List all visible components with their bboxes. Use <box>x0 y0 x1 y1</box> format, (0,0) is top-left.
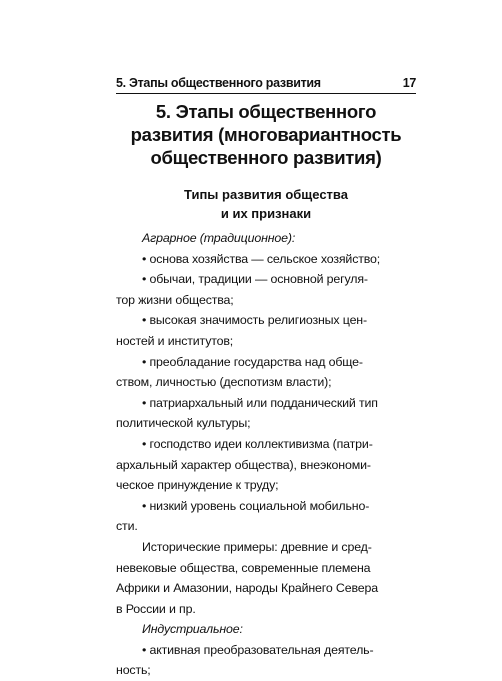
paragraph-line: Африки и Амазонии, народы Крайнего Севера <box>116 581 378 596</box>
running-header <box>116 76 416 90</box>
section-title-line: и их признаки <box>220 206 312 221</box>
list-item-line: • высокая значимость религиозных цен- <box>142 313 367 328</box>
running-title: 5. Этапы общественного развития <box>116 76 321 90</box>
section-title <box>116 185 416 223</box>
list-item-line: • господство идеи коллективизма (патри- <box>142 436 373 451</box>
page-number: 17 <box>402 76 416 90</box>
chapter-title-line: общественного развития) <box>150 147 382 168</box>
list-item-line: тор жизни общества; <box>116 292 234 307</box>
list-item-line: ность; <box>116 663 151 678</box>
list-item-line: • обычаи, традиции — основной регуля- <box>142 272 368 287</box>
list-item-line: политической культуры; <box>116 416 251 431</box>
list-item-line: • низкий уровень социальной мобильно- <box>142 498 370 513</box>
header-divider <box>116 93 416 94</box>
list-item: • основа хозяйства — сельское хозяйство; <box>142 251 381 266</box>
list-item-line: ностей и институтов; <box>116 333 234 348</box>
paragraph-line: в России и пр. <box>116 601 196 616</box>
list-item-line: ством, личностью (деспотизм власти); <box>116 375 332 390</box>
paragraph-line: невековые общества, современные племена <box>116 560 371 575</box>
section-title-line: Типы развития общества <box>184 187 348 202</box>
agrarian-heading: Аграрное (традиционное): <box>142 231 296 245</box>
list-item-line: архальный характер общества), внеэкономи- <box>116 457 371 472</box>
chapter-title-line: 5. Этапы общественного <box>155 101 377 122</box>
list-item-line: • патриархальный или подданический тип <box>142 395 378 410</box>
list-item-line: ческое принуждение к труду; <box>116 478 279 493</box>
list-item-line: сти. <box>116 519 138 534</box>
list-item-line: • преобладание государства над обще- <box>142 354 363 369</box>
industrial-heading: Индустриальное: <box>142 622 243 637</box>
paragraph-line: Исторические примеры: древние и сред- <box>142 539 372 554</box>
body-text <box>116 228 416 681</box>
chapter-title <box>108 100 424 169</box>
chapter-title-line: развития (многовариантность <box>130 124 402 145</box>
list-item-line: • активная преобразовательная деятель- <box>142 642 374 657</box>
